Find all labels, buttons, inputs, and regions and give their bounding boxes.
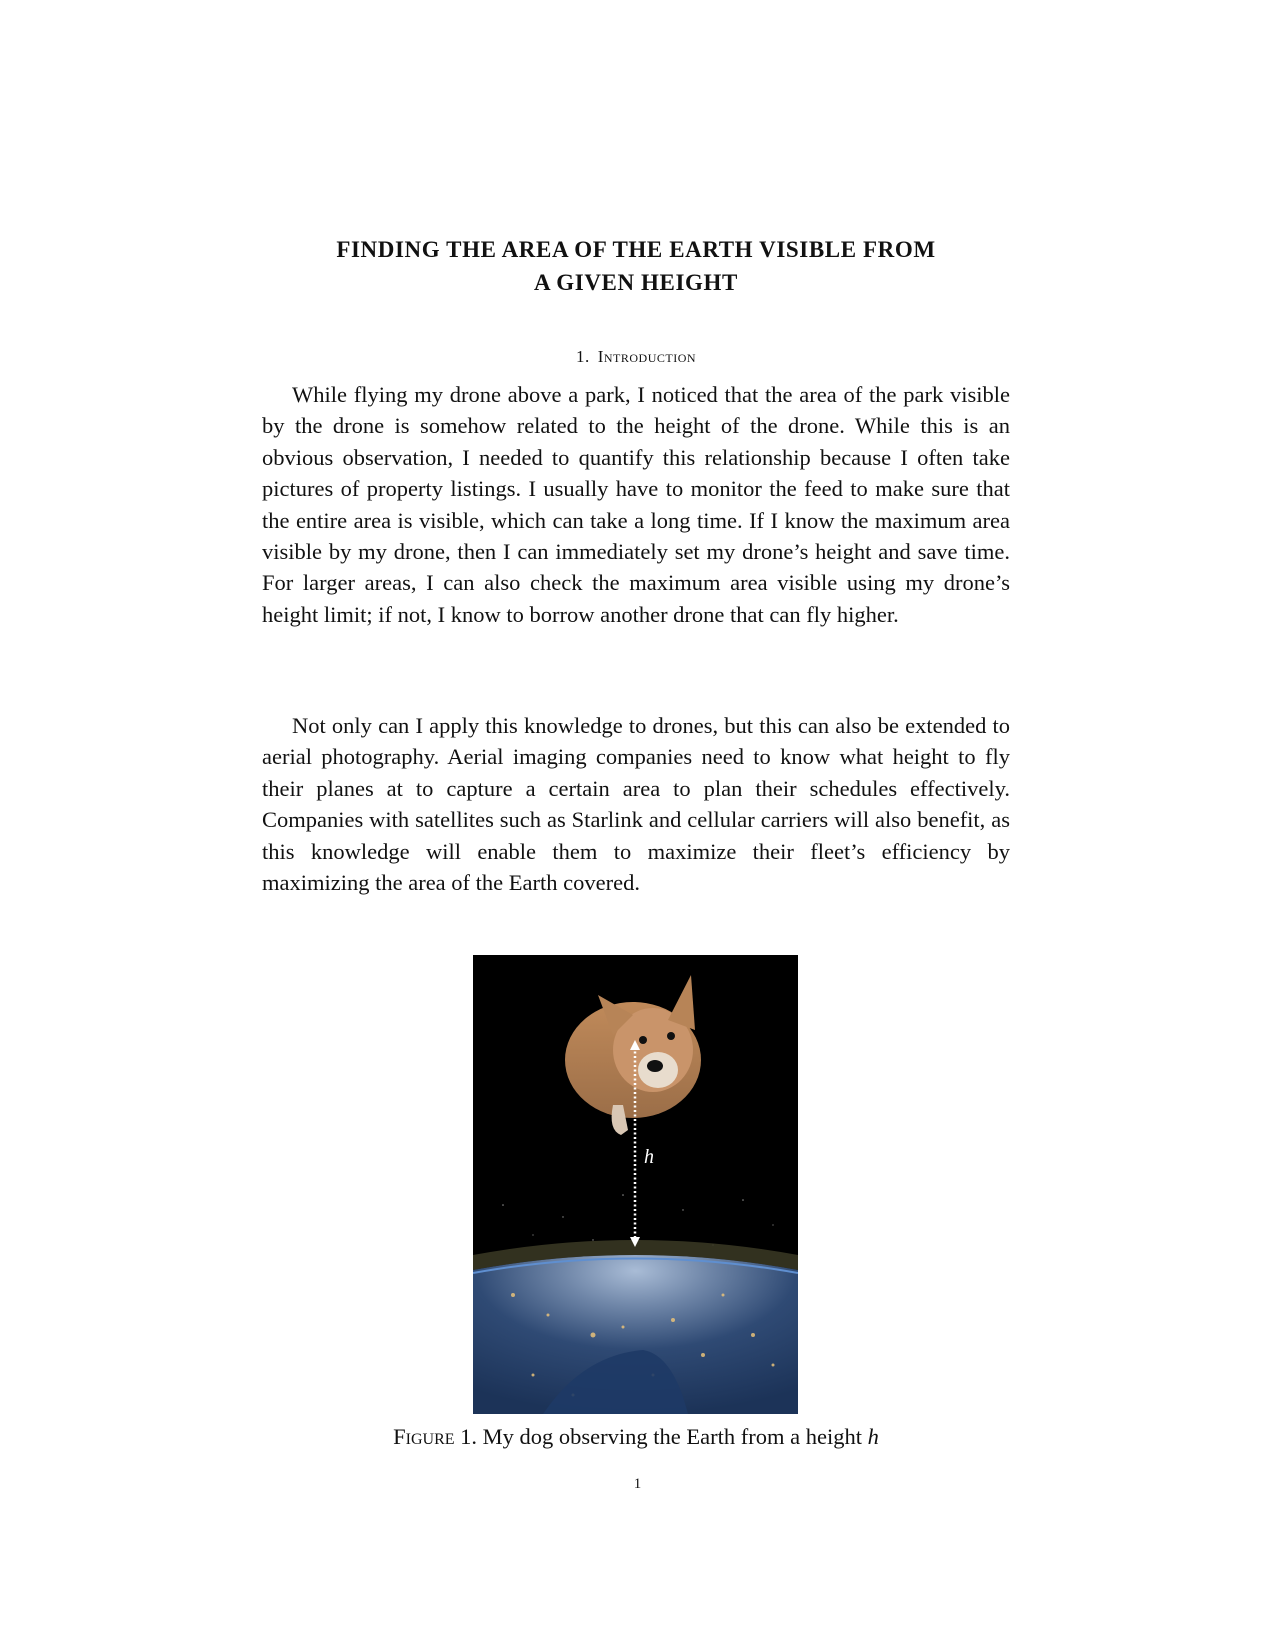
title-line-1: FINDING THE AREA OF THE EARTH VISIBLE FROM bbox=[336, 237, 936, 262]
figure-caption bbox=[262, 1424, 1010, 1450]
paragraph-1: While flying my drone above a park, I noticed that the area of the park visible by the drone is somehow related to the height of the drone. While this is an obvious observation, I needed to quantify this relationship because I often take pictures of property listings. I usually have to monitor the feed to make sure that the entire area is visible, which can take a long time. If I know the maximum area visible by my drone, then I can immediately set my drone’s height and save time. For larger areas, I can also check the maximum area visible using my drone’s height limit; if not, I know to borrow another drone that can fly higher. bbox=[262, 382, 1010, 627]
title-line-2: A GIVEN HEIGHT bbox=[534, 270, 738, 295]
figure-caption-math: h bbox=[867, 1424, 879, 1449]
figure-caption-text: My dog observing the Earth from a height bbox=[482, 1424, 862, 1449]
dog-over-earth-illustration bbox=[473, 955, 798, 1414]
height-label: h bbox=[644, 1146, 654, 1168]
page-number: 1 bbox=[633, 1476, 642, 1492]
paragraph-2: Not only can I apply this knowledge to drones, but this can also be extended to aerial photography. Aerial imaging companies need to know what height to fly their planes at to capture a certain area to plan their schedules effectively. Companies with satellites such as Starlink and cellular carriers will also benefit, as this knowledge will enable them to maximize their fleet’s efficiency by maximizing the area of the Earth covered. bbox=[262, 713, 1010, 896]
figure-label: Figure 1. bbox=[393, 1424, 478, 1449]
section-title: Introduction bbox=[597, 347, 697, 366]
figure-image bbox=[473, 955, 798, 1414]
paper-title bbox=[262, 233, 1010, 299]
section-number: 1. bbox=[575, 347, 590, 366]
section-heading bbox=[262, 347, 1010, 367]
